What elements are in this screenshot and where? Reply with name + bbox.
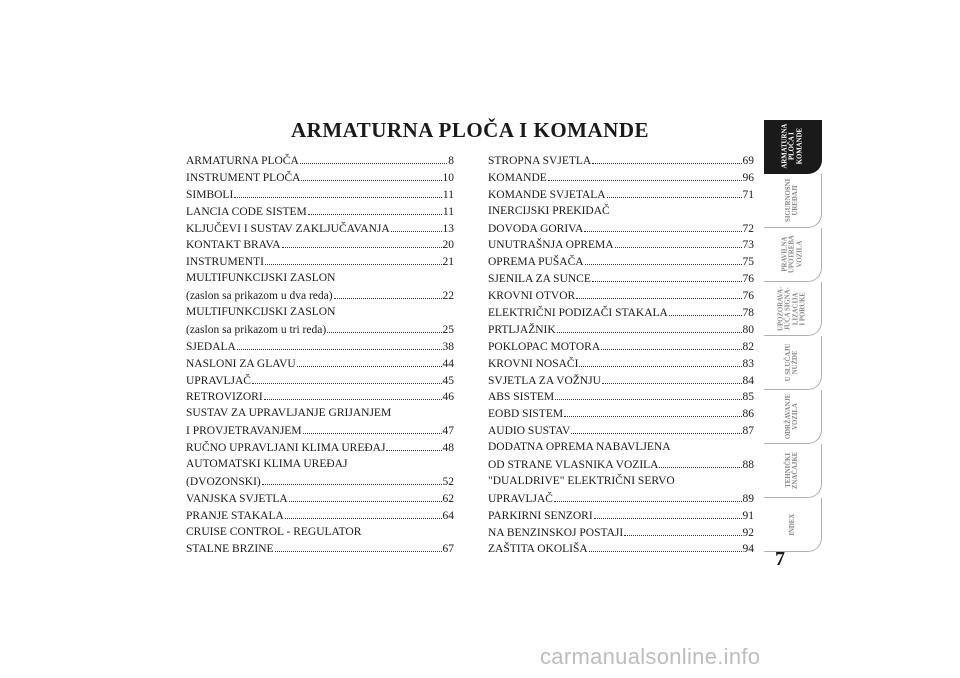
toc-leader-dots bbox=[237, 338, 442, 350]
toc-entry[interactable] bbox=[186, 270, 454, 287]
page-title: ARMATURNA PLOČA I KOMANDE bbox=[290, 118, 650, 142]
chapter-tab-label: ODRŽAVANJE VOZILA bbox=[785, 393, 800, 440]
toc-entry-page: 91 bbox=[742, 509, 754, 522]
toc-entry[interactable] bbox=[488, 253, 754, 270]
toc-entry-page: 20 bbox=[442, 239, 454, 252]
toc-entry-title: UPRAVLJAČ bbox=[186, 374, 251, 387]
toc-entry-page: 85 bbox=[742, 391, 754, 404]
toc-entry[interactable] bbox=[186, 524, 454, 541]
toc-entry-title: (DVOZONSKI) bbox=[186, 475, 261, 488]
toc-entry[interactable] bbox=[186, 253, 454, 270]
toc-entry-title: VANJSKA SVJETLA bbox=[186, 492, 288, 505]
toc-entry-title: ELEKTRIČNI PODIZAČI STAKALA bbox=[488, 307, 668, 320]
toc-entry[interactable] bbox=[488, 321, 754, 338]
toc-entry-page: 69 bbox=[742, 155, 754, 167]
toc-entry[interactable] bbox=[186, 372, 454, 389]
toc-entry-page: 73 bbox=[742, 239, 754, 252]
toc-entry[interactable] bbox=[186, 388, 454, 405]
toc-leader-dots bbox=[555, 388, 741, 400]
toc-entry-page: 38 bbox=[442, 340, 454, 353]
toc-leader-dots bbox=[615, 236, 742, 248]
toc-leader-dots bbox=[303, 422, 442, 434]
toc-entry[interactable] bbox=[186, 304, 454, 321]
toc-leader-dots bbox=[265, 253, 442, 265]
toc-entry-title: INSTRUMENTI bbox=[186, 256, 264, 269]
toc-leader-dots bbox=[262, 473, 442, 485]
toc-leader-dots bbox=[607, 186, 742, 198]
toc-entry[interactable] bbox=[186, 422, 454, 439]
toc-entry[interactable] bbox=[186, 355, 454, 372]
toc-entry-title: LANCIA CODE SISTEM bbox=[186, 205, 307, 218]
toc-entry-title: AUDIO SUSTAV bbox=[488, 425, 571, 438]
toc-leader-dots bbox=[659, 456, 741, 468]
chapter-tab-label: PRAVILNA UPOTREBA VOZILA bbox=[781, 235, 804, 274]
toc-entry-page: 86 bbox=[742, 408, 754, 421]
toc-entry-page: 11 bbox=[442, 188, 454, 201]
toc-entry-title: CRUISE CONTROL - REGULATOR bbox=[186, 525, 362, 538]
toc-entry[interactable] bbox=[488, 355, 754, 372]
toc-entry[interactable] bbox=[488, 473, 754, 490]
toc-leader-dots bbox=[554, 490, 742, 502]
toc-entry[interactable] bbox=[488, 203, 754, 220]
toc-entry-page: 62 bbox=[442, 492, 454, 505]
toc-entry[interactable] bbox=[488, 152, 754, 169]
toc-entry[interactable] bbox=[488, 388, 754, 405]
toc-entry-page: 64 bbox=[442, 509, 454, 522]
toc-entry-page: 76 bbox=[742, 290, 754, 303]
toc-entry-title: ZAŠTITA OKOLIŠA bbox=[488, 543, 588, 556]
toc-entry-title: SJEDALA bbox=[186, 340, 236, 353]
toc-leader-dots bbox=[548, 169, 742, 181]
toc-entry-title: EOBD SISTEM bbox=[488, 408, 564, 421]
toc-leader-dots bbox=[557, 321, 742, 333]
toc-entry[interactable] bbox=[186, 287, 454, 304]
toc-entry[interactable] bbox=[186, 405, 454, 422]
toc-entry-page: 71 bbox=[742, 188, 754, 201]
chapter-tab[interactable] bbox=[764, 174, 822, 228]
chapter-tab[interactable] bbox=[764, 120, 822, 174]
toc-entry[interactable] bbox=[488, 524, 754, 541]
toc-entry-title: OPREMA PUŠAČA bbox=[488, 256, 584, 269]
toc-entry[interactable] bbox=[488, 236, 754, 253]
toc-entry[interactable] bbox=[488, 169, 754, 186]
toc-entry-title: PARKIRNI SENZORI bbox=[488, 509, 593, 522]
chapter-tab[interactable] bbox=[764, 282, 822, 336]
toc-entry[interactable] bbox=[488, 456, 754, 473]
toc-leader-dots bbox=[300, 152, 447, 164]
toc-leader-dots bbox=[386, 439, 441, 451]
toc-entry[interactable] bbox=[186, 186, 454, 203]
toc-leader-dots bbox=[592, 270, 742, 282]
toc-leader-dots bbox=[264, 388, 442, 400]
toc-entry-title: ARMATURNA PLOČA bbox=[186, 155, 299, 167]
toc-entry-page: 82 bbox=[742, 340, 754, 353]
toc-entry[interactable] bbox=[186, 540, 454, 557]
toc-entry[interactable] bbox=[488, 405, 754, 422]
toc-leader-dots bbox=[576, 287, 741, 299]
toc-entry-page: 92 bbox=[742, 526, 754, 539]
toc-entry-page: 44 bbox=[442, 357, 454, 370]
toc-entry-page: 8 bbox=[448, 155, 454, 167]
toc-entry[interactable] bbox=[488, 439, 754, 456]
toc-entry[interactable] bbox=[488, 490, 754, 507]
toc-entry[interactable] bbox=[186, 439, 454, 456]
toc-leader-dots bbox=[579, 355, 741, 367]
toc-leader-dots bbox=[327, 321, 441, 333]
toc-entry-title: RETROVIZORI bbox=[186, 391, 263, 404]
toc-entry-page: 13 bbox=[442, 222, 454, 235]
toc-leader-dots bbox=[285, 507, 442, 519]
toc-entry[interactable] bbox=[186, 236, 454, 253]
toc-leader-dots bbox=[252, 372, 442, 384]
toc-entry-title: SUSTAV ZA UPRAVLJANJE GRIJANJEM bbox=[186, 407, 392, 420]
toc-entry-page: 47 bbox=[442, 425, 454, 438]
toc-entry-page: 94 bbox=[742, 543, 754, 556]
toc-entry-title: MULTIFUNKCIJSKI ZASLON bbox=[186, 306, 336, 319]
toc-leader-dots bbox=[601, 338, 741, 350]
toc-entry-title: SIMBOLI bbox=[186, 188, 234, 201]
toc-entry-page: 10 bbox=[442, 171, 454, 184]
toc-entry-title: STROPNA SVJETLA bbox=[488, 155, 592, 167]
toc-entry-title: KROVNI NOSAČI bbox=[488, 357, 579, 370]
toc-entry-title: KONTAKT BRAVA bbox=[186, 239, 281, 252]
toc-entry-page: 46 bbox=[442, 391, 454, 404]
toc-entry-title: NA BENZINSKOJ POSTAJI bbox=[488, 526, 624, 539]
toc-entry[interactable] bbox=[488, 422, 754, 439]
toc-leader-dots bbox=[308, 203, 442, 215]
toc-entry-page: 78 bbox=[742, 307, 754, 320]
toc-leader-dots bbox=[571, 422, 741, 434]
toc-entry[interactable] bbox=[186, 473, 454, 490]
toc-entry-title: INSTRUMENT PLOČA bbox=[186, 171, 301, 184]
toc-entry-title: KLJUČEVI I SUSTAV ZAKLJUČAVANJA bbox=[186, 222, 390, 235]
toc-entry-title: SJENILA ZA SUNCE bbox=[488, 273, 591, 286]
toc-entry-page: 21 bbox=[442, 256, 454, 269]
toc-entry-title: INERCIJSKI PREKIDAČ bbox=[488, 204, 610, 217]
toc-entry[interactable] bbox=[186, 152, 454, 169]
toc-leader-dots bbox=[669, 304, 742, 316]
toc-entry-title: KOMANDE SVJETALA bbox=[488, 188, 606, 201]
toc-entry-page: 72 bbox=[742, 222, 754, 235]
toc-entry-title: POKLOPAC MOTORA bbox=[488, 340, 601, 353]
toc-entry-title: I PROVJETRAVANJEM bbox=[186, 425, 302, 438]
chapter-tab-label: SIGURNOSNI UREĐAJI bbox=[785, 178, 800, 223]
toc-left-column bbox=[186, 152, 454, 557]
toc-leader-dots bbox=[297, 355, 442, 367]
toc-entry-title: PRANJE STAKALA bbox=[186, 509, 284, 522]
toc-entry[interactable] bbox=[488, 287, 754, 304]
toc-entry-page: 48 bbox=[442, 442, 454, 455]
toc-entry-title: (zaslon sa prikazom u tri reda) bbox=[186, 323, 327, 336]
toc-entry-title: KOMANDE bbox=[488, 171, 547, 184]
page-number: 7 bbox=[775, 548, 785, 570]
toc-entry-title: AUTOMATSKI KLIMA UREĐAJ bbox=[186, 458, 348, 471]
toc-entry[interactable] bbox=[186, 338, 454, 355]
toc-entry[interactable] bbox=[488, 186, 754, 203]
toc-entry[interactable] bbox=[488, 507, 754, 524]
toc-entry-title: PRTLJAŽNIK bbox=[488, 323, 556, 336]
toc-entry-page: 45 bbox=[442, 374, 454, 387]
toc-entry-page: 80 bbox=[742, 323, 754, 336]
chapter-tab-label: U SLUČAJU NUŽDE bbox=[785, 343, 800, 382]
toc-entry-title: DOVODA GORIVA bbox=[488, 222, 584, 235]
toc-entry-title: STALNE BRZINE bbox=[186, 543, 274, 556]
toc-leader-dots bbox=[234, 186, 442, 198]
toc-entry-title: RUČNO UPRAVLJANI KLIMA UREĐAJ bbox=[186, 442, 386, 455]
toc-entry[interactable] bbox=[186, 456, 454, 473]
toc-entry[interactable] bbox=[186, 203, 454, 220]
toc-entry-page: 76 bbox=[742, 273, 754, 286]
toc-entry[interactable] bbox=[186, 169, 454, 186]
toc-leader-dots bbox=[391, 220, 442, 232]
toc-leader-dots bbox=[564, 405, 741, 417]
toc-leader-dots bbox=[592, 152, 741, 164]
toc-entry-title: NASLONI ZA GLAVU bbox=[186, 357, 296, 370]
toc-leader-dots bbox=[589, 540, 742, 552]
toc-entry-page: 52 bbox=[442, 475, 454, 488]
toc-entry-title: (zaslon sa prikazom u dva reda) bbox=[186, 290, 333, 303]
toc-entry-page: 96 bbox=[742, 171, 754, 184]
toc-entry-page: 25 bbox=[442, 323, 454, 336]
toc-leader-dots bbox=[301, 169, 441, 181]
chapter-tab-label: TEHNIČKI ZNAČAJKE bbox=[785, 451, 800, 490]
toc-leader-dots bbox=[275, 540, 442, 552]
toc-entry-page: 88 bbox=[742, 459, 754, 472]
toc-entry[interactable] bbox=[488, 304, 754, 321]
toc-entry-title: "DUALDRIVE" ELEKTRIČNI SERVO bbox=[488, 474, 675, 487]
toc-entry-title: KROVNI OTVOR bbox=[488, 290, 576, 303]
toc-leader-dots bbox=[624, 524, 741, 536]
toc-leader-dots bbox=[594, 507, 742, 519]
toc-leader-dots bbox=[282, 236, 442, 248]
toc-entry[interactable] bbox=[186, 220, 454, 237]
toc-leader-dots bbox=[584, 220, 741, 232]
toc-entry-page: 67 bbox=[442, 543, 454, 556]
toc-entry[interactable] bbox=[488, 540, 754, 557]
toc-entry-title: DODATNA OPREMA NABAVLJENA bbox=[488, 441, 671, 454]
toc-entry-title: UPRAVLJAČ bbox=[488, 492, 553, 505]
chapter-tab[interactable] bbox=[764, 228, 822, 282]
toc-entry-title: OD STRANE VLASNIKA VOZILA bbox=[488, 459, 659, 472]
toc-entry[interactable] bbox=[488, 220, 754, 237]
toc-entry[interactable] bbox=[186, 507, 454, 524]
toc-leader-dots bbox=[289, 490, 442, 502]
toc-right-column bbox=[488, 152, 754, 557]
toc-entry-page: 83 bbox=[742, 357, 754, 370]
toc-entry-page: 89 bbox=[742, 492, 754, 505]
chapter-tab[interactable] bbox=[764, 390, 822, 444]
toc-entry-page: 11 bbox=[442, 205, 454, 218]
toc-entry-page: 84 bbox=[742, 374, 754, 387]
toc-leader-dots bbox=[602, 372, 742, 384]
chapter-tab-label: INDEX bbox=[788, 513, 796, 536]
toc-leader-dots bbox=[334, 287, 442, 299]
toc-entry[interactable] bbox=[488, 372, 754, 389]
toc-entry[interactable] bbox=[488, 338, 754, 355]
toc-entry-title: ABS SISTEM bbox=[488, 391, 555, 404]
chapter-tab[interactable] bbox=[764, 336, 822, 390]
toc-entry-title: SVJETLA ZA VOŽNJU bbox=[488, 374, 601, 387]
toc-entry-title: UNUTRAŠNJA OPREMA bbox=[488, 239, 614, 252]
toc-entry-page: 22 bbox=[442, 290, 454, 303]
watermark: carmanualsonline.info bbox=[540, 644, 761, 669]
toc-entry-page: 87 bbox=[742, 425, 754, 438]
toc-entry[interactable] bbox=[488, 270, 754, 287]
toc-entry[interactable] bbox=[186, 490, 454, 507]
chapter-tab-label: ARMATURNA PLOČA I KOMANDE bbox=[781, 124, 804, 169]
toc-entry[interactable] bbox=[186, 321, 454, 338]
toc-entry-page: 75 bbox=[742, 256, 754, 269]
chapter-tab-label: UPOZORAVA- JUĆA SIGNA- LIZACIJA I PORUKE bbox=[777, 286, 807, 331]
toc-entry-title: MULTIFUNKCIJSKI ZASLON bbox=[186, 272, 336, 285]
chapter-tab[interactable] bbox=[764, 444, 822, 498]
chapter-tab[interactable] bbox=[764, 498, 822, 552]
toc-leader-dots bbox=[585, 253, 742, 265]
